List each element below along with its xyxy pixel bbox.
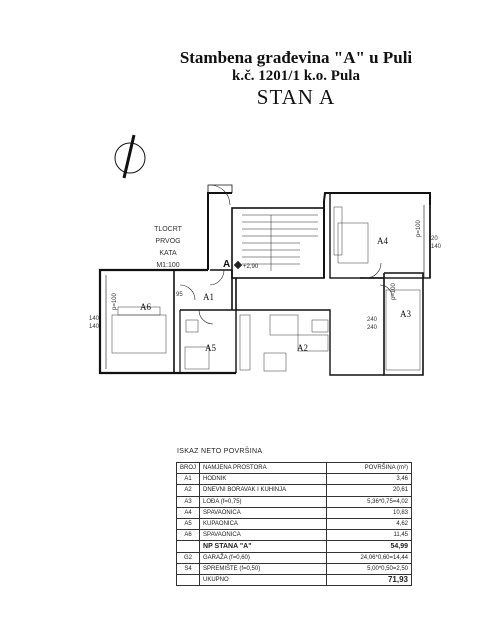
room-code: A1	[177, 474, 200, 485]
north-arrow-icon	[115, 135, 145, 178]
doors	[180, 185, 392, 324]
table-row	[177, 552, 412, 563]
room-code: A4	[177, 507, 200, 518]
room-area: 4,62	[327, 518, 412, 529]
room-code: G2	[177, 552, 200, 563]
room-label-a1: A1	[203, 292, 214, 302]
apartment-title: STAN A	[256, 85, 336, 109]
dim-140-a: 140	[89, 316, 100, 322]
room-area: 11,45	[327, 530, 412, 541]
entry-marker	[223, 259, 259, 270]
room-label-a3: A3	[400, 309, 411, 319]
entry-label: A	[223, 259, 231, 270]
room-label-a5: A5	[205, 343, 216, 353]
area-table	[176, 462, 412, 586]
room-label-a4: A4	[377, 236, 388, 246]
room-area: 10,83	[327, 507, 412, 518]
subtotal-row	[177, 541, 412, 552]
dim-95: 95	[176, 292, 183, 298]
room-area: 5,36*0,75=4,02	[327, 496, 412, 507]
dim-140-c: 140	[431, 244, 442, 250]
staircase	[242, 215, 318, 271]
dim-140-b: 140	[89, 324, 100, 330]
elevation-label: +2,90	[243, 264, 259, 270]
walls	[100, 185, 430, 375]
room-name: DNEVNI BORAVAK I KUHINJA	[200, 485, 327, 496]
room-area: 3,46	[327, 474, 412, 485]
room-code	[177, 541, 200, 552]
floor-plan	[0, 125, 480, 405]
caption-line-4: M1:100	[156, 262, 180, 269]
dim-p100-b: p=100	[416, 220, 422, 237]
room-name: HODNIK	[200, 474, 327, 485]
table-header-name: NAMJENA PROSTORA	[200, 463, 327, 474]
room-name: SPREMIŠTE (f=0,50)	[200, 563, 327, 574]
room-code: S4	[177, 563, 200, 574]
dim-p100-c: p=100	[391, 283, 397, 300]
dim-240-b: 240	[367, 325, 378, 331]
total-label: UKUPNO	[200, 574, 327, 585]
room-label-a6: A6	[140, 302, 151, 312]
caption-line-1: TLOCRT	[154, 226, 182, 233]
title-block	[0, 48, 480, 109]
room-code: A5	[177, 518, 200, 529]
room-area: 24,06*0,60=14,44	[327, 552, 412, 563]
room-code: A2	[177, 485, 200, 496]
table-header-code: BROJ	[177, 463, 200, 474]
plan-caption	[154, 226, 183, 269]
room-area: 5,00*0,50=2,50	[327, 563, 412, 574]
room-name: KUPAONICA	[200, 518, 327, 529]
table-row	[177, 474, 412, 485]
dim-20: 20	[431, 236, 438, 242]
caption-line-3: KATA	[159, 250, 177, 257]
dim-p100-a: p=100	[112, 293, 118, 310]
room-area: 20,61	[327, 485, 412, 496]
table-row	[177, 518, 412, 529]
table-header-row	[177, 463, 412, 474]
caption-line-2: PRVOG	[155, 238, 181, 245]
total-row	[177, 574, 412, 585]
room-code: A3	[177, 496, 200, 507]
table-row	[177, 507, 412, 518]
subtotal-label: NP STANA "A"	[200, 541, 327, 552]
room-code	[177, 574, 200, 585]
room-name: GARAŽA (f=0,60)	[200, 552, 327, 563]
table-row	[177, 530, 412, 541]
cadastral-parcel: k.č. 1201/1 k.o. Pula	[232, 68, 360, 84]
room-code: A6	[177, 530, 200, 541]
area-table-heading: ISKAZ NETO POVRŠINA	[177, 448, 263, 455]
room-label-a2: A2	[297, 343, 308, 353]
dim-240-a: 240	[367, 317, 378, 323]
table-row	[177, 496, 412, 507]
table-header-value: POVRŠINA (m²)	[327, 463, 412, 474]
room-name: LOĐA (f=0,75)	[200, 496, 327, 507]
room-name: SPAVAONICA	[200, 530, 327, 541]
building-title: Stambena građevina "A" u Puli	[179, 48, 413, 67]
total-value: 71,93	[327, 574, 412, 585]
table-row	[177, 563, 412, 574]
subtotal-value: 54,99	[327, 541, 412, 552]
table-row	[177, 485, 412, 496]
room-name: SPAVAONICA	[200, 507, 327, 518]
